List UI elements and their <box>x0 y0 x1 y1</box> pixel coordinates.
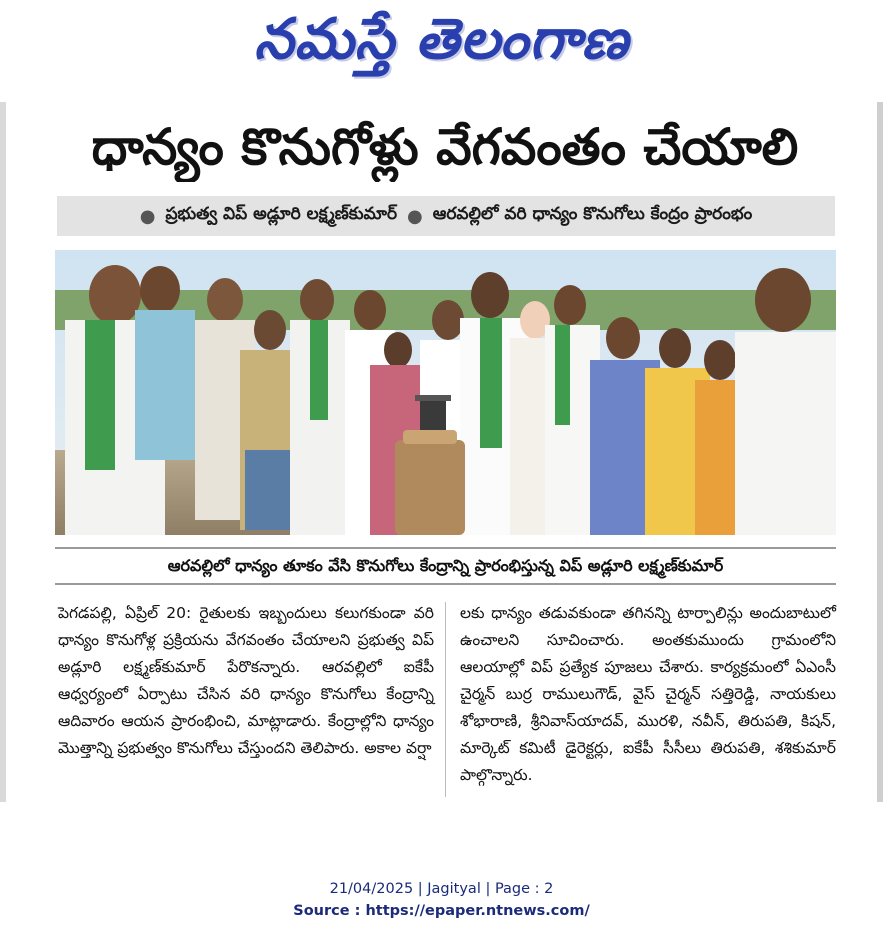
subhead-2: ఆరవల్లిలో వరి ధాన్యం కొనుగోలు కేంద్రం ప్రారంభం <box>432 204 753 224</box>
page-edge-right <box>877 102 883 802</box>
article-headline: ధాన్యం కొనుగోళ్లు వేగవంతం చేయాలి <box>91 118 799 176</box>
bullet-icon: ● <box>407 205 423 227</box>
edition-info: 21/04/2025 | Jagityal | Page : 2 <box>329 881 554 897</box>
article-column-right: లకు ధాన్యం తడువకుండా తగినన్ని టార్పాలిన్లు అందుబాటులో ఉంచాలని సూచించారు. అంతకుముందు గ్రామంలోని ఆలయాల్లో విప్ ప్రత్యేక పూజలు చేశారు. కార్యక్రమంలో ఏఎంసీ చైర్మన్ బుర్ర రాములుగౌడ్, వైస్ చైర్మన్ సత్తిరెడ్డి, నాయకులు శోభారాణి, శ్రీనివాస్‌యాదవ్, మురళి, నవీన్, తిరుపతి, కిషన్, మార్కెట్ కమిటీ డైరెక్టర్లు, ఐకేపీ సీసీలు తిరుపతి, శశికుమార్ పాల్గొన్నారు. <box>460 604 836 784</box>
newspaper-logo: నమస్తే తెలంగాణ <box>254 6 629 72</box>
photo-icon <box>55 250 836 535</box>
bullet-icon: ● <box>139 205 156 227</box>
news-photo <box>55 250 836 535</box>
photo-caption: ఆరవల్లిలో ధాన్యం తూకం వేసి కొనుగోలు కేంద్రాన్ని ప్రారంభిస్తున్న విప్ అడ్లూరి లక్ష్మణ్‌కుమార్ <box>55 547 836 585</box>
masthead <box>0 0 883 92</box>
subhead-1: ప్రభుత్వ విప్ అడ్లూరి లక్ష్మణ్‌కుమార్ <box>165 204 398 224</box>
article-column-left: పెగడపల్లి, ఏప్రిల్ 20: రైతులకు ఇబ్బందులు కలుగకుండా వరి ధాన్యం కొనుగోళ్ల ప్రక్రియను వేగవంతం చేయాలని ప్రభుత్వ విప్ అడ్లూరి లక్ష్మణ్‌కుమార్ పేరొకన్నారు. ఆరవల్లిలో ఐకేపీ ఆధ్వర్యంలో ఏర్పాటు చేసిన వరి ధాన్యం కొనుగోలు కేంద్రాన్ని ఆదివారం ఆయన ప్రారంభించి, మాట్లాడారు. కేంద్రాల్లోని ధాన్యం మొత్తాన్ని ప్రభుత్వం కొనుగోలు చేస్తుందని తెలిపారు. అకాల వర్షా <box>58 604 434 757</box>
page-edge-left <box>0 102 6 802</box>
column-divider <box>445 602 446 797</box>
footer <box>0 878 883 922</box>
source-link[interactable]: Source : https://epaper.ntnews.com/ <box>293 903 590 919</box>
subhead-bar <box>57 196 835 236</box>
